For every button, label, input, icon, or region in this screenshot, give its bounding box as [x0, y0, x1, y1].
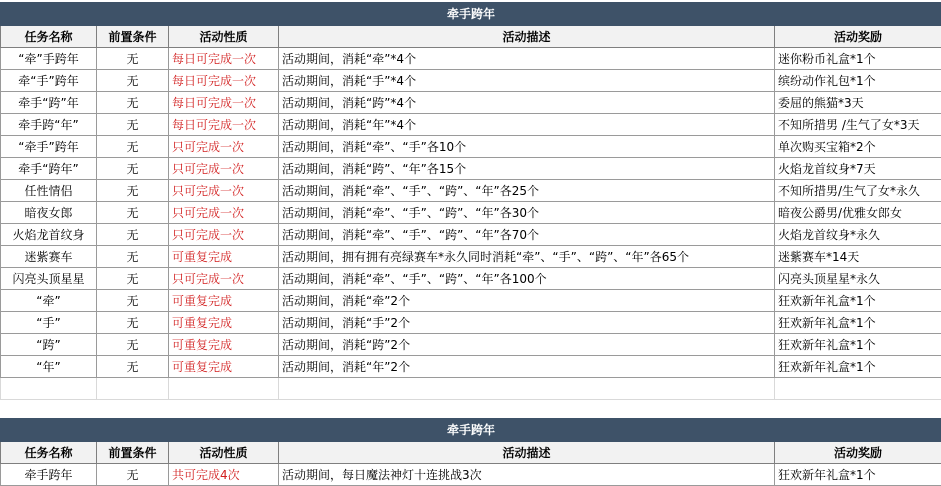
column-header: 活动描述 [279, 26, 775, 48]
precondition-cell: 无 [97, 464, 169, 486]
description-cell: 活动期间，消耗“牵”、“手”、“跨”、“年”各30个 [279, 202, 775, 224]
task-name-cell: 牵手“跨年” [1, 158, 97, 180]
empty-cell [1, 378, 97, 400]
task-name-cell: “牵手”跨年 [1, 136, 97, 158]
task-name-cell: “年” [1, 356, 97, 378]
task-name-cell: 火焰龙首纹身 [1, 224, 97, 246]
column-header: 活动奖励 [775, 442, 941, 464]
reward-cell: 迷你粉币礼盒*1个 [775, 48, 941, 70]
table-row [1, 464, 941, 486]
empty-cell [279, 378, 775, 400]
precondition-cell: 无 [97, 356, 169, 378]
reward-cell: 火焰龙首纹身*7天 [775, 158, 941, 180]
description-cell: 活动期间，消耗“手”*4个 [279, 70, 775, 92]
activity-type-cell: 共可完成4次 [169, 464, 279, 486]
task-name-cell: 任性情侣 [1, 180, 97, 202]
precondition-cell: 无 [97, 48, 169, 70]
precondition-cell: 无 [97, 136, 169, 158]
table-row [1, 334, 941, 356]
description-cell: 活动期间，消耗“牵”、“手”、“跨”、“年”各70个 [279, 224, 775, 246]
description-cell: 活动期间，消耗“手”2个 [279, 312, 775, 334]
reward-cell: 狂欢新年礼盒*1个 [775, 312, 941, 334]
task-name-cell: 暗夜女郎 [1, 202, 97, 224]
activity-type-cell: 只可完成一次 [169, 268, 279, 290]
task-name-cell: 牵手“跨”年 [1, 92, 97, 114]
task-name-cell: “牵”手跨年 [1, 48, 97, 70]
table-row [1, 202, 941, 224]
activity-type-cell: 每日可完成一次 [169, 70, 279, 92]
reward-cell: 委屈的熊猫*3天 [775, 92, 941, 114]
table-row [1, 48, 941, 70]
empty-cell [97, 378, 169, 400]
column-header: 活动奖励 [775, 26, 941, 48]
activity-table-2 [0, 418, 941, 486]
reward-cell: 狂欢新年礼盒*1个 [775, 356, 941, 378]
activity-type-cell: 可重复完成 [169, 312, 279, 334]
activity-type-cell: 可重复完成 [169, 356, 279, 378]
activity-type-cell: 可重复完成 [169, 246, 279, 268]
reward-cell: 狂欢新年礼盒*1个 [775, 464, 941, 486]
reward-cell: 闪亮头顶星星*永久 [775, 268, 941, 290]
table-title: 牵手跨年 [1, 3, 941, 26]
table-row [1, 136, 941, 158]
reward-cell: 迷紫赛车*14天 [775, 246, 941, 268]
precondition-cell: 无 [97, 202, 169, 224]
activity-type-cell: 每日可完成一次 [169, 48, 279, 70]
activity-type-cell: 可重复完成 [169, 334, 279, 356]
task-name-cell: “手” [1, 312, 97, 334]
reward-cell: 缤纷动作礼包*1个 [775, 70, 941, 92]
reward-cell: 不知所措男/生气了女*永久 [775, 180, 941, 202]
description-cell: 活动期间，消耗“牵”*4个 [279, 48, 775, 70]
table-row [1, 268, 941, 290]
description-cell: 活动期间，消耗“跨”、“年”各15个 [279, 158, 775, 180]
activity-type-cell: 只可完成一次 [169, 158, 279, 180]
empty-row [1, 378, 941, 400]
column-header: 前置条件 [97, 26, 169, 48]
activity-type-cell: 只可完成一次 [169, 224, 279, 246]
column-header: 活动性质 [169, 26, 279, 48]
table-row [1, 114, 941, 136]
task-name-cell: “牵” [1, 290, 97, 312]
table-row [1, 70, 941, 92]
reward-cell: 狂欢新年礼盒*1个 [775, 334, 941, 356]
description-cell: 活动期间，消耗“牵”、“手”、“跨”、“年”各100个 [279, 268, 775, 290]
reward-cell: 火焰龙首纹身*永久 [775, 224, 941, 246]
task-name-cell: 闪亮头顶星星 [1, 268, 97, 290]
column-header: 任务名称 [1, 442, 97, 464]
activity-type-cell: 可重复完成 [169, 290, 279, 312]
description-cell: 活动期间，消耗“跨”*4个 [279, 92, 775, 114]
table-row [1, 312, 941, 334]
precondition-cell: 无 [97, 180, 169, 202]
description-cell: 活动期间，消耗“牵”2个 [279, 290, 775, 312]
table-row [1, 224, 941, 246]
precondition-cell: 无 [97, 290, 169, 312]
empty-cell [169, 378, 279, 400]
task-name-cell: 牵手跨“年” [1, 114, 97, 136]
precondition-cell: 无 [97, 70, 169, 92]
task-name-cell: 迷紫赛车 [1, 246, 97, 268]
table-row [1, 290, 941, 312]
precondition-cell: 无 [97, 312, 169, 334]
reward-cell: 狂欢新年礼盒*1个 [775, 290, 941, 312]
table-row [1, 158, 941, 180]
table-title: 牵手跨年 [1, 419, 941, 442]
activity-type-cell: 只可完成一次 [169, 136, 279, 158]
precondition-cell: 无 [97, 224, 169, 246]
table-row [1, 180, 941, 202]
column-header: 前置条件 [97, 442, 169, 464]
description-cell: 活动期间，拥有拥有亮绿赛车*永久同时消耗“牵”、“手”、“跨”、“年”各65个 [279, 246, 775, 268]
description-cell: 活动期间，消耗“跨”2个 [279, 334, 775, 356]
reward-cell: 单次购买宝箱*2个 [775, 136, 941, 158]
empty-cell [775, 378, 941, 400]
column-header: 任务名称 [1, 26, 97, 48]
description-cell: 活动期间，每日魔法神灯十连挑战3次 [279, 464, 775, 486]
precondition-cell: 无 [97, 92, 169, 114]
activity-table-1 [0, 2, 941, 400]
precondition-cell: 无 [97, 114, 169, 136]
activity-type-cell: 只可完成一次 [169, 180, 279, 202]
description-cell: 活动期间，消耗“牵”、“手”各10个 [279, 136, 775, 158]
column-header: 活动描述 [279, 442, 775, 464]
description-cell: 活动期间，消耗“年”2个 [279, 356, 775, 378]
reward-cell: 不知所措男 /生气了女*3天 [775, 114, 941, 136]
reward-cell: 暗夜公爵男/优雅女郎女 [775, 202, 941, 224]
table-row [1, 356, 941, 378]
precondition-cell: 无 [97, 334, 169, 356]
activity-type-cell: 只可完成一次 [169, 202, 279, 224]
precondition-cell: 无 [97, 246, 169, 268]
task-name-cell: “跨” [1, 334, 97, 356]
description-cell: 活动期间，消耗“年”*4个 [279, 114, 775, 136]
table-row [1, 246, 941, 268]
activity-type-cell: 每日可完成一次 [169, 114, 279, 136]
activity-type-cell: 每日可完成一次 [169, 92, 279, 114]
column-header: 活动性质 [169, 442, 279, 464]
precondition-cell: 无 [97, 268, 169, 290]
table-row [1, 92, 941, 114]
task-name-cell: 牵手跨年 [1, 464, 97, 486]
task-name-cell: 牵“手”跨年 [1, 70, 97, 92]
precondition-cell: 无 [97, 158, 169, 180]
description-cell: 活动期间，消耗“牵”、“手”、“跨”、“年”各25个 [279, 180, 775, 202]
